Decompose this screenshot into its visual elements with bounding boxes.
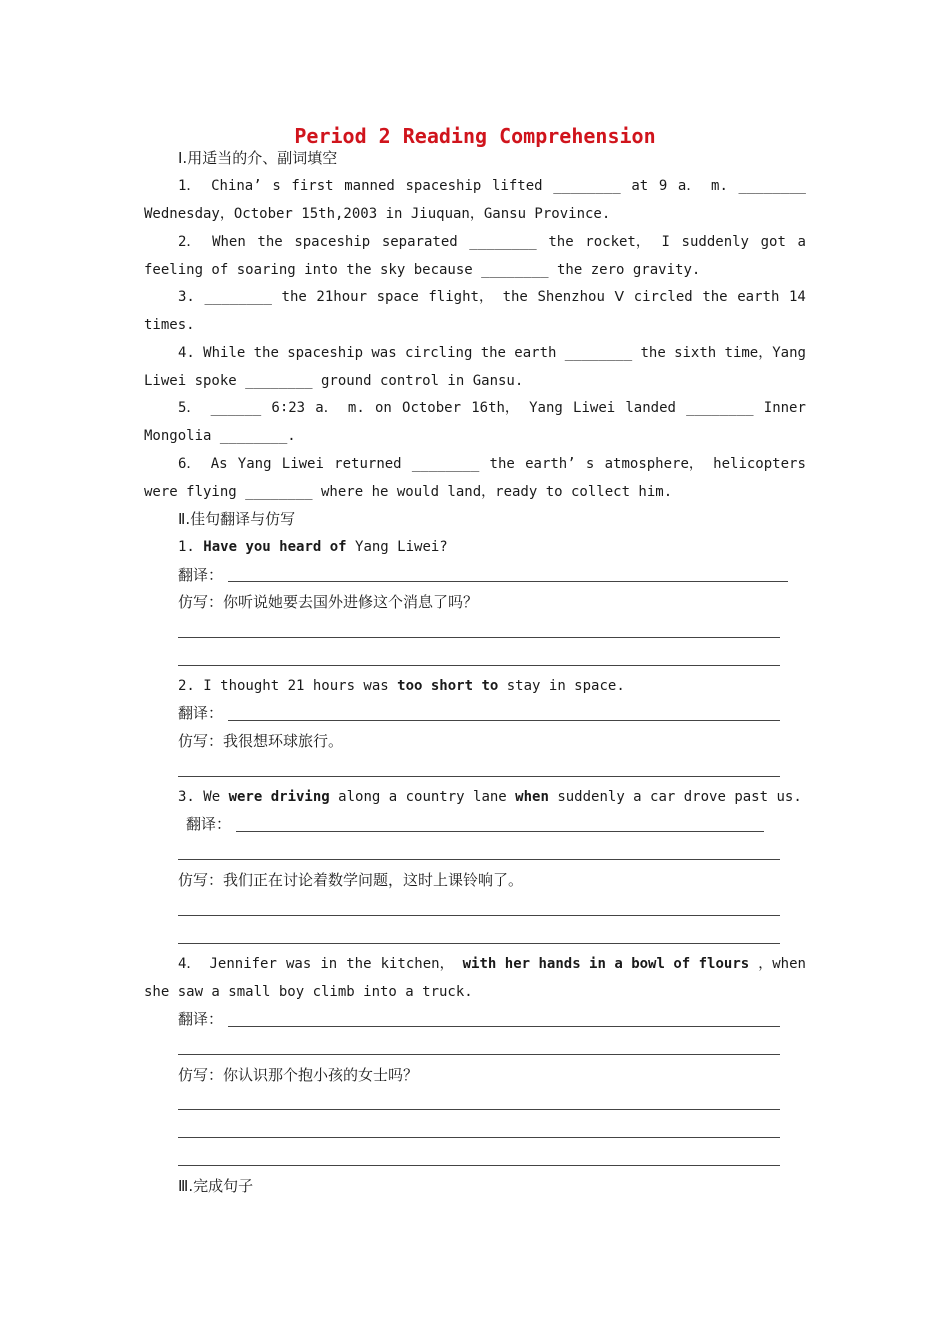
word: returned	[334, 456, 402, 472]
word: m.	[347, 400, 365, 416]
word: first	[291, 178, 334, 194]
word: Shenzhou	[537, 289, 605, 305]
word: the	[702, 289, 728, 305]
s1-item3-line1	[178, 288, 806, 306]
word: earth	[514, 345, 557, 361]
answer-line	[178, 1109, 780, 1110]
word: earth	[737, 289, 780, 305]
word: 16th，	[471, 400, 519, 416]
word: 14	[789, 289, 806, 305]
word: a．	[677, 178, 701, 194]
word: October	[402, 400, 462, 416]
word: 2．	[178, 234, 201, 250]
word: in	[320, 956, 338, 972]
word: atmosphere，	[604, 456, 703, 472]
imitate-4: 仿写：你认识那个抱小孩的女士吗？	[178, 1066, 419, 1084]
word: Inner	[763, 400, 806, 416]
word: ______	[210, 400, 262, 416]
key-phrase: with her hands in a bowl of flours	[462, 956, 750, 972]
word: circling	[404, 345, 473, 361]
word: Yang	[529, 400, 563, 416]
s1-item6-line1	[178, 455, 806, 473]
word: Jennifer	[209, 956, 277, 972]
answer-line	[228, 720, 780, 721]
s1-item1-line1	[178, 177, 806, 195]
section-2-heading: Ⅱ.佳句翻译与仿写	[178, 510, 296, 528]
answer-line	[178, 859, 780, 860]
imitate-2: 仿写：我很想环球旅行。	[178, 732, 344, 750]
s1-item4-line1	[178, 344, 806, 362]
word: As	[210, 456, 228, 472]
word: the	[257, 234, 283, 250]
word: ________	[469, 234, 537, 250]
imitate-3: 仿写：我们正在讨论着数学问题，这时上课铃响了。	[178, 871, 524, 889]
word: 6∶23	[271, 400, 306, 416]
sentence-4-line2: she saw a small boy climb into a truck.	[144, 984, 473, 1000]
word: Yang	[237, 456, 272, 472]
word: the	[640, 345, 666, 361]
answer-line	[178, 665, 780, 666]
answer-line	[178, 1165, 780, 1166]
word: ________	[204, 289, 272, 305]
s1-item5-line2: Mongolia ________.	[144, 428, 296, 444]
sentence-2: 2. I thought 21 hours was too short to stay in space.	[178, 678, 625, 694]
answer-line	[228, 1026, 780, 1027]
word: I	[661, 234, 670, 250]
word: 9	[658, 178, 668, 194]
sentence-3: 3. We were driving along a country lane when suddenly a car drove past us.	[178, 789, 802, 805]
word: helicopters	[713, 456, 806, 472]
word: lifted	[491, 178, 543, 194]
answer-line	[236, 831, 764, 832]
section-1-heading: Ⅰ.用适当的介、副词填空	[178, 149, 338, 167]
answer-line	[178, 915, 780, 916]
answer-line	[178, 943, 780, 944]
word: Liwei	[281, 456, 324, 472]
word: While	[203, 345, 246, 361]
word: the	[489, 456, 515, 472]
word: s	[272, 178, 281, 194]
word: the	[281, 289, 307, 305]
word: 21hour	[316, 289, 367, 305]
word: was	[285, 956, 312, 972]
s1-item4-line2: Liwei spoke ________ ground control in Gansu.	[144, 373, 524, 389]
word: ________	[686, 400, 754, 416]
imitate-1: 仿写：你听说她要去国外进修这个消息了吗？	[178, 593, 479, 611]
word: ，when	[758, 956, 806, 972]
word: space	[376, 289, 419, 305]
word: at	[631, 178, 649, 194]
word: the	[548, 234, 574, 250]
answer-line	[178, 1054, 780, 1055]
word: the	[502, 289, 528, 305]
word: got	[760, 234, 786, 250]
word: flight，	[428, 289, 493, 305]
word: sixth	[674, 345, 717, 361]
word: a	[797, 234, 806, 250]
word: spaceship	[405, 178, 482, 194]
s1-item2-line2: feeling of soaring into the sky because ________ the zero gravity.	[144, 262, 701, 278]
word: the	[480, 345, 506, 361]
word: the	[346, 956, 372, 972]
s1-item6-line2: were flying ________ where he would land，ready to collect him.	[144, 484, 673, 500]
word: Ⅴ	[614, 289, 625, 305]
word: circled	[633, 289, 693, 305]
word: 6．	[178, 456, 201, 472]
translate-label: 翻译：	[186, 815, 232, 833]
translate-label: 翻译：	[178, 566, 224, 584]
word: spaceship	[287, 345, 364, 361]
word: kitchen，	[380, 956, 454, 972]
word: ________	[564, 345, 633, 361]
answer-line	[228, 581, 788, 582]
word: the	[253, 345, 279, 361]
word: on	[374, 400, 392, 416]
word: manned	[344, 178, 395, 194]
word: s	[585, 456, 595, 472]
translate-label: 翻译：	[178, 1010, 224, 1028]
translate-label: 翻译：	[178, 704, 224, 722]
s1-item5-line1	[178, 399, 806, 417]
answer-line	[178, 1137, 780, 1138]
word: 5．	[178, 400, 201, 416]
word: China’	[211, 178, 262, 194]
word: spaceship	[294, 234, 371, 250]
word: landed	[625, 400, 676, 416]
s1-item3-line2: times.	[144, 317, 195, 333]
word: time，Yang	[724, 345, 806, 361]
word: rocket，	[585, 234, 650, 250]
word: 4．	[178, 956, 201, 972]
word: ________	[553, 178, 621, 194]
word: When	[212, 234, 246, 250]
word: m.	[711, 178, 728, 194]
answer-line	[178, 637, 780, 638]
word: 4.	[178, 345, 195, 361]
word: 3.	[178, 289, 195, 305]
sentence-4-line1	[178, 955, 806, 973]
s1-item2-line1	[178, 233, 806, 251]
word: suddenly	[681, 234, 749, 250]
word: separated	[381, 234, 458, 250]
word: ________	[738, 178, 806, 194]
word: 1．	[178, 178, 201, 194]
page-title: Period 2 Reading Comprehension	[294, 124, 656, 148]
answer-line	[178, 776, 780, 777]
word: ________	[411, 456, 480, 472]
word: a．	[315, 400, 338, 416]
word: was	[371, 345, 397, 361]
sentence-1: 1. Have you heard of Yang Liwei?	[178, 539, 448, 555]
s1-item1-line2: Wednesday，October 15th,2003 in Jiuquan，Gansu Province.	[144, 206, 611, 222]
word: earth’	[525, 456, 576, 472]
word: Liwei	[573, 400, 616, 416]
section-3-heading: Ⅲ.完成句子	[178, 1177, 254, 1195]
